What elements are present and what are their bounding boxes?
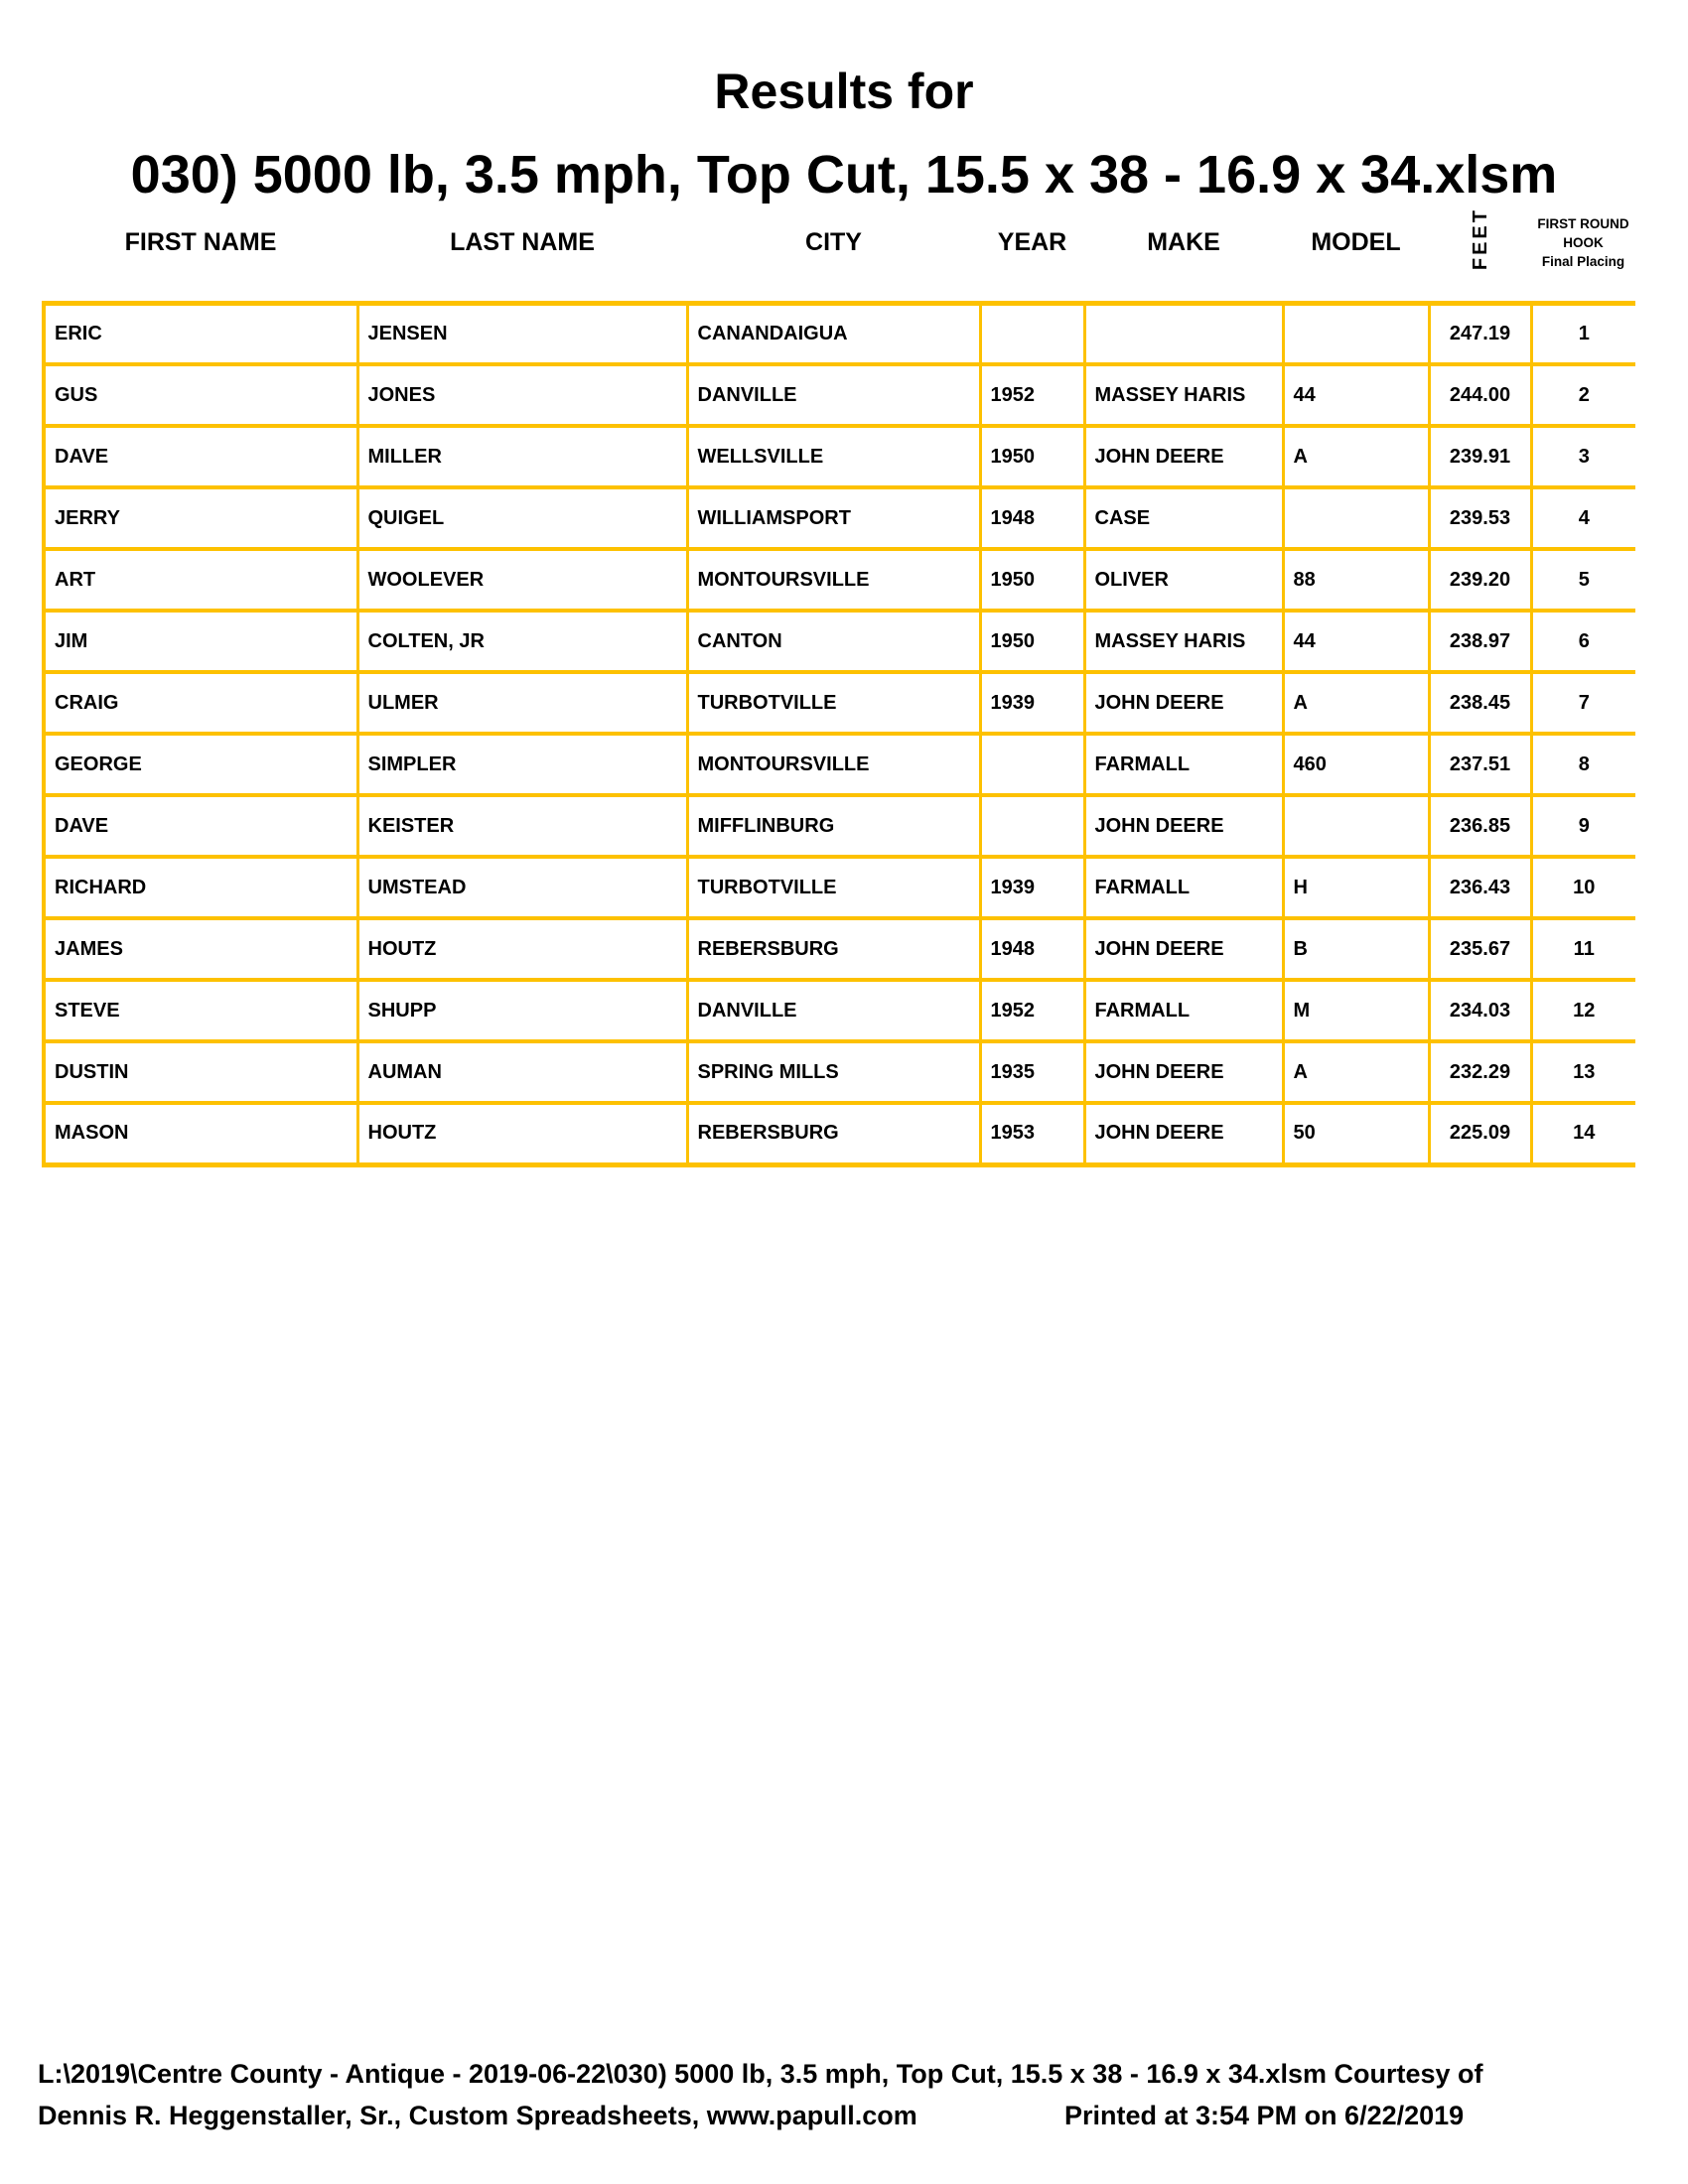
table-row xyxy=(44,303,1635,364)
cell-model: A xyxy=(1283,1041,1429,1103)
results-table xyxy=(42,199,1635,1167)
cell-feet: 225.09 xyxy=(1429,1103,1531,1164)
cell-year: 1939 xyxy=(980,672,1084,734)
cell-last-name: QUIGEL xyxy=(357,487,687,549)
cell-make: MASSEY HARIS xyxy=(1084,364,1283,426)
table-row xyxy=(44,795,1635,857)
cell-final-placing: 4 xyxy=(1531,487,1635,549)
cell-city: CANTON xyxy=(687,611,980,672)
page-title: Results for xyxy=(714,64,974,119)
cell-feet: 235.67 xyxy=(1429,918,1531,980)
column-header-feet xyxy=(1429,199,1531,303)
cell-make: FARMALL xyxy=(1084,857,1283,918)
cell-city: CANANDAIGUA xyxy=(687,303,980,364)
cell-last-name: ULMER xyxy=(357,672,687,734)
cell-first-name: STEVE xyxy=(44,980,357,1041)
cell-last-name: UMSTEAD xyxy=(357,857,687,918)
cell-year xyxy=(980,303,1084,364)
footer-author: Dennis R. Heggenstaller, Sr., Custom Spreadsheets, www.papull.com xyxy=(38,2101,917,2130)
cell-city: WELLSVILLE xyxy=(687,426,980,487)
cell-last-name: HOUTZ xyxy=(357,1103,687,1164)
cell-model: 44 xyxy=(1283,611,1429,672)
cell-city: REBERSBURG xyxy=(687,1103,980,1164)
table-row xyxy=(44,487,1635,549)
table-row xyxy=(44,980,1635,1041)
cell-first-name: JAMES xyxy=(44,918,357,980)
cell-make: JOHN DEERE xyxy=(1084,672,1283,734)
table-row xyxy=(44,857,1635,918)
cell-year: 1950 xyxy=(980,426,1084,487)
cell-city: TURBOTVILLE xyxy=(687,672,980,734)
table-row xyxy=(44,1103,1635,1164)
cell-city: SPRING MILLS xyxy=(687,1041,980,1103)
cell-final-placing: 1 xyxy=(1531,303,1635,364)
cell-city: DANVILLE xyxy=(687,980,980,1041)
cell-last-name: JONES xyxy=(357,364,687,426)
cell-first-name: GUS xyxy=(44,364,357,426)
cell-city: MONTOURSVILLE xyxy=(687,549,980,611)
cell-city: MONTOURSVILLE xyxy=(687,734,980,795)
cell-final-placing: 3 xyxy=(1531,426,1635,487)
cell-make: JOHN DEERE xyxy=(1084,918,1283,980)
cell-final-placing: 12 xyxy=(1531,980,1635,1041)
table-row xyxy=(44,611,1635,672)
cell-year: 1948 xyxy=(980,918,1084,980)
cell-model xyxy=(1283,303,1429,364)
cell-feet: 236.43 xyxy=(1429,857,1531,918)
cell-first-name: CRAIG xyxy=(44,672,357,734)
cell-final-placing: 8 xyxy=(1531,734,1635,795)
footer-printed-timestamp: Printed at 3:54 PM on 6/22/2019 xyxy=(1064,2101,1465,2130)
cell-final-placing: 11 xyxy=(1531,918,1635,980)
cell-make: JOHN DEERE xyxy=(1084,426,1283,487)
cell-feet: 239.91 xyxy=(1429,426,1531,487)
cell-feet: 239.20 xyxy=(1429,549,1531,611)
cell-year xyxy=(980,795,1084,857)
cell-model: 50 xyxy=(1283,1103,1429,1164)
cell-make: JOHN DEERE xyxy=(1084,795,1283,857)
column-header-year: YEAR xyxy=(997,227,1067,256)
cell-feet: 238.97 xyxy=(1429,611,1531,672)
placing-header-line3: Final Placing xyxy=(1541,253,1625,269)
cell-first-name: JIM xyxy=(44,611,357,672)
cell-last-name: MILLER xyxy=(357,426,687,487)
cell-make: MASSEY HARIS xyxy=(1084,611,1283,672)
cell-model: A xyxy=(1283,672,1429,734)
cell-feet: 236.85 xyxy=(1429,795,1531,857)
placing-header-line2: HOOK xyxy=(1563,234,1604,250)
cell-first-name: DAVE xyxy=(44,426,357,487)
cell-first-name: ERIC xyxy=(44,303,357,364)
cell-last-name: AUMAN xyxy=(357,1041,687,1103)
cell-make: FARMALL xyxy=(1084,980,1283,1041)
cell-final-placing: 9 xyxy=(1531,795,1635,857)
cell-city: REBERSBURG xyxy=(687,918,980,980)
table-row xyxy=(44,734,1635,795)
cell-make: OLIVER xyxy=(1084,549,1283,611)
cell-first-name: ART xyxy=(44,549,357,611)
cell-model: 460 xyxy=(1283,734,1429,795)
cell-make: JOHN DEERE xyxy=(1084,1041,1283,1103)
placing-header-line1: FIRST ROUND xyxy=(1537,215,1629,231)
cell-model xyxy=(1283,487,1429,549)
cell-model: A xyxy=(1283,426,1429,487)
cell-year: 1953 xyxy=(980,1103,1084,1164)
cell-last-name: SIMPLER xyxy=(357,734,687,795)
cell-final-placing: 10 xyxy=(1531,857,1635,918)
cell-feet: 234.03 xyxy=(1429,980,1531,1041)
cell-year: 1939 xyxy=(980,857,1084,918)
cell-last-name: KEISTER xyxy=(357,795,687,857)
cell-city: MIFFLINBURG xyxy=(687,795,980,857)
cell-city: DANVILLE xyxy=(687,364,980,426)
cell-final-placing: 5 xyxy=(1531,549,1635,611)
cell-model: H xyxy=(1283,857,1429,918)
page-subtitle: 030) 5000 lb, 3.5 mph, Top Cut, 15.5 x 38 - 16.9 x 34.xlsm xyxy=(130,145,1558,205)
cell-make: FARMALL xyxy=(1084,734,1283,795)
cell-feet: 247.19 xyxy=(1429,303,1531,364)
cell-last-name: COLTEN, JR xyxy=(357,611,687,672)
cell-first-name: DAVE xyxy=(44,795,357,857)
table-row xyxy=(44,918,1635,980)
cell-last-name: JENSEN xyxy=(357,303,687,364)
cell-make: CASE xyxy=(1084,487,1283,549)
cell-year: 1952 xyxy=(980,364,1084,426)
cell-first-name: GEORGE xyxy=(44,734,357,795)
cell-model: 88 xyxy=(1283,549,1429,611)
column-header-last-name: LAST NAME xyxy=(450,227,595,256)
cell-model: B xyxy=(1283,918,1429,980)
cell-feet: 237.51 xyxy=(1429,734,1531,795)
table-row xyxy=(44,364,1635,426)
cell-last-name: SHUPP xyxy=(357,980,687,1041)
cell-model: M xyxy=(1283,980,1429,1041)
cell-final-placing: 2 xyxy=(1531,364,1635,426)
cell-year: 1948 xyxy=(980,487,1084,549)
table-row xyxy=(44,549,1635,611)
cell-feet: 232.29 xyxy=(1429,1041,1531,1103)
cell-last-name: HOUTZ xyxy=(357,918,687,980)
cell-city: WILLIAMSPORT xyxy=(687,487,980,549)
column-header-first-name: FIRST NAME xyxy=(124,227,277,256)
cell-year: 1952 xyxy=(980,980,1084,1041)
cell-model: 44 xyxy=(1283,364,1429,426)
header-row xyxy=(44,199,1635,303)
table-row xyxy=(44,1041,1635,1103)
table-row xyxy=(44,426,1635,487)
table-row xyxy=(44,672,1635,734)
cell-first-name: MASON xyxy=(44,1103,357,1164)
feet-vertical-label: FEET xyxy=(1469,207,1491,271)
cell-final-placing: 6 xyxy=(1531,611,1635,672)
cell-first-name: RICHARD xyxy=(44,857,357,918)
page-footer xyxy=(38,2053,1656,2136)
cell-last-name: WOOLEVER xyxy=(357,549,687,611)
cell-feet: 244.00 xyxy=(1429,364,1531,426)
cell-final-placing: 14 xyxy=(1531,1103,1635,1164)
cell-final-placing: 13 xyxy=(1531,1041,1635,1103)
cell-feet: 239.53 xyxy=(1429,487,1531,549)
cell-final-placing: 7 xyxy=(1531,672,1635,734)
column-header-city: CITY xyxy=(805,227,862,256)
footer-credit-line xyxy=(38,2095,1656,2136)
cell-year: 1935 xyxy=(980,1041,1084,1103)
column-header-placing xyxy=(1531,199,1635,303)
cell-first-name: DUSTIN xyxy=(44,1041,357,1103)
column-header-make: MAKE xyxy=(1147,227,1220,256)
cell-feet: 238.45 xyxy=(1429,672,1531,734)
column-header-model: MODEL xyxy=(1311,227,1401,256)
cell-make xyxy=(1084,303,1283,364)
cell-year: 1950 xyxy=(980,549,1084,611)
cell-city: TURBOTVILLE xyxy=(687,857,980,918)
cell-model xyxy=(1283,795,1429,857)
cell-year: 1950 xyxy=(980,611,1084,672)
cell-make: JOHN DEERE xyxy=(1084,1103,1283,1164)
cell-year xyxy=(980,734,1084,795)
cell-first-name: JERRY xyxy=(44,487,357,549)
footer-file-path: L:\2019\Centre County - Antique - 2019-06-22\030) 5000 lb, 3.5 mph, Top Cut, 15.5 x 38 - 16.9 x 34.xlsm Courtesy of xyxy=(38,2059,1483,2089)
